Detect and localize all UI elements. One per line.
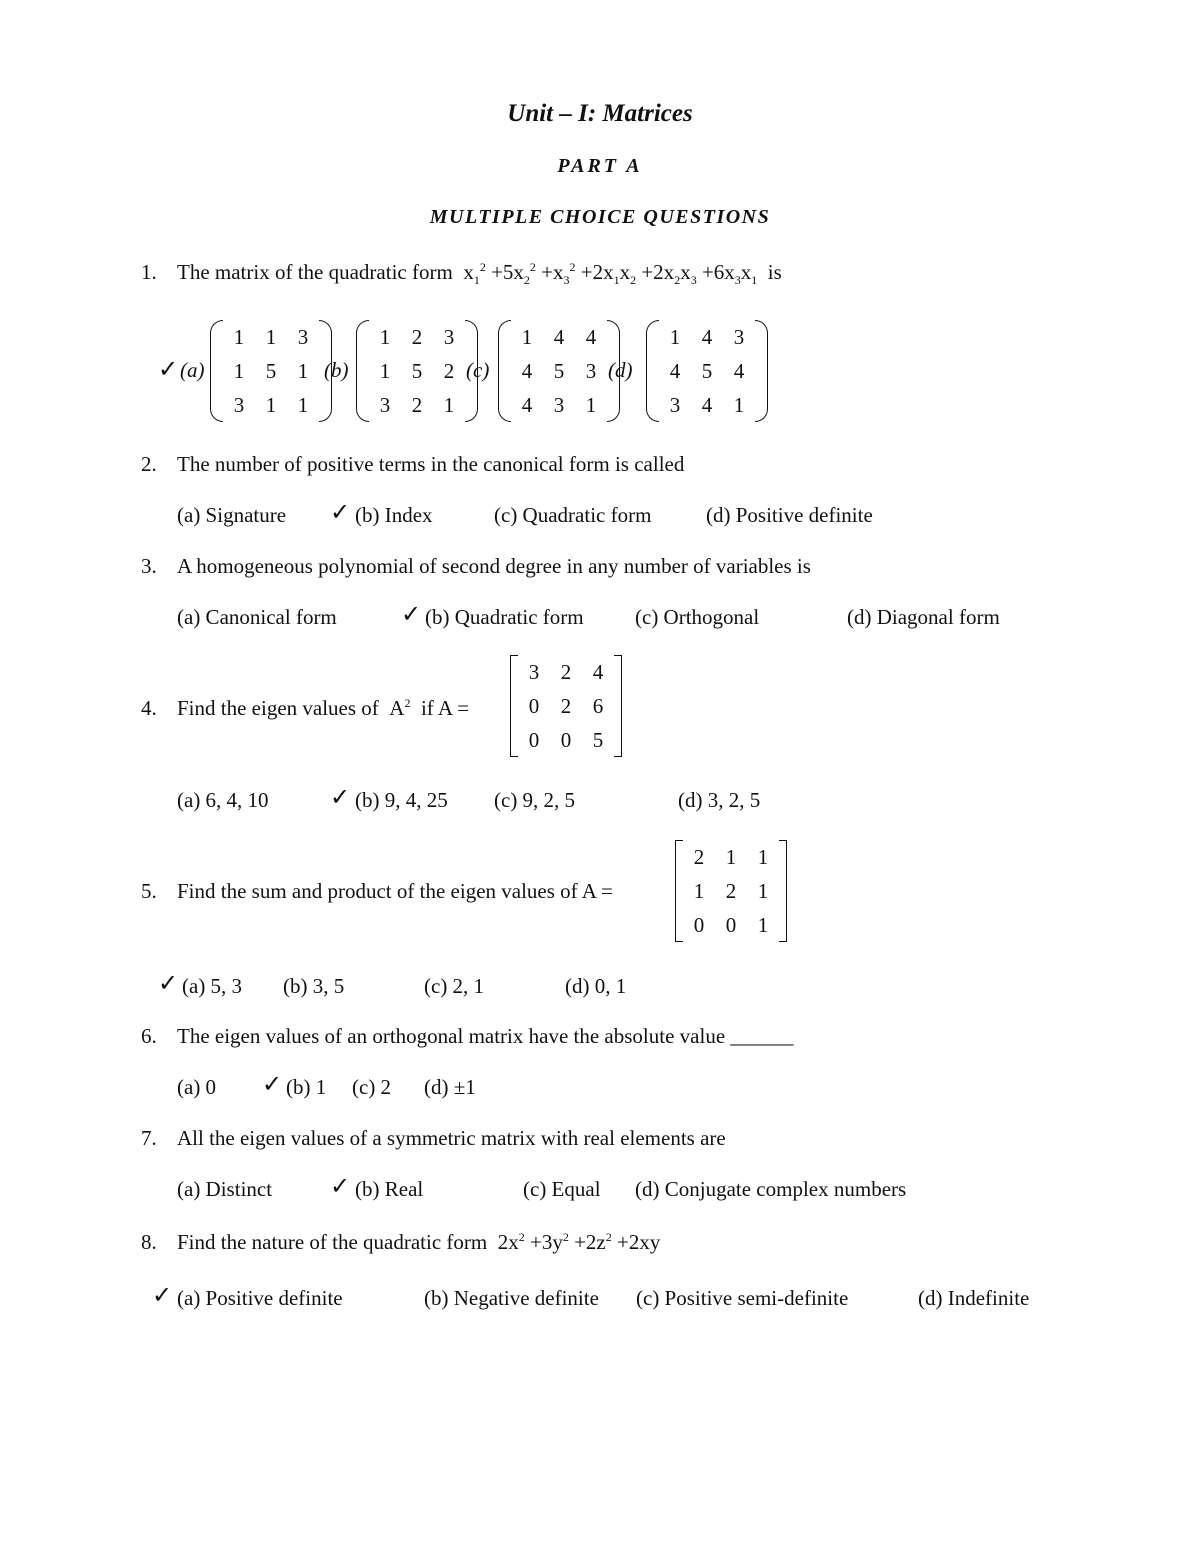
option-c: (c) 2 <box>352 1075 392 1099</box>
question-text: The matrix of the quadratic form <box>177 260 453 284</box>
matrix-a <box>675 840 787 942</box>
check-mark-icon: ✓ <box>330 500 351 526</box>
option-a: (a) 5, 3 <box>182 974 243 998</box>
section-heading: MULTIPLE CHOICE QUESTIONS <box>429 206 771 228</box>
question-text: A homogeneous polynomial of second degree in any number of variables is <box>177 554 811 578</box>
check-mark-icon: ✓ <box>152 1283 173 1309</box>
check-mark-icon: ✓ <box>330 1174 351 1200</box>
matrix-option-b <box>356 320 478 422</box>
question-text: Find the sum and product of the eigen values of A = <box>177 879 613 903</box>
matrix-grid: 3 2 4 0 2 6 0 0 5 <box>528 659 604 752</box>
question-tail: is <box>767 260 782 284</box>
question-number: 1. <box>141 260 157 284</box>
quadratic-form-expression: $x_1^2 +5x_2^2 +x_3^2 +2x_1x_2 +2x_2x_3 +6x_3x_1$ <box>458 260 758 288</box>
question-number: 7. <box>141 1126 157 1150</box>
question-4 <box>177 696 469 721</box>
check-mark-icon: ✓ <box>330 785 351 811</box>
matrix-grid: 1 2 3 1 5 2 3 2 1 <box>379 324 455 417</box>
question-1 <box>177 260 782 288</box>
option-a: (a) Distinct <box>177 1177 273 1201</box>
option-c: (c) Quadratic form <box>494 503 652 527</box>
check-mark-icon: ✓ <box>401 602 422 628</box>
question-mid: if A = <box>420 696 469 720</box>
question-text: The eigen values of an orthogonal matrix have the absolute value ______ <box>177 1024 794 1048</box>
matrix-grid: 1 4 3 4 5 4 3 4 1 <box>669 324 745 417</box>
question-text: All the eigen values of a symmetric matrix with real elements are <box>177 1126 726 1150</box>
question-number: 3. <box>141 554 157 578</box>
question-number: 8. <box>141 1230 157 1254</box>
question-text: Find the nature of the quadratic form <box>177 1230 488 1254</box>
question-text: Find the eigen values of <box>177 696 379 720</box>
option-d: (d) Diagonal form <box>847 605 1000 629</box>
matrix-power-expression: $A^2$ <box>384 696 411 720</box>
quadratic-form-expression: $2x^2 +3y^2 +2z^2 +2xy$ <box>492 1230 661 1254</box>
option-b: (b) 3, 5 <box>283 974 345 998</box>
part-heading: PART A <box>557 155 643 177</box>
matrix-option-c <box>498 320 620 422</box>
option-d: (d) 0, 1 <box>565 974 627 998</box>
option-c: (c) Equal <box>523 1177 601 1201</box>
option-b: (b) Quadratic form <box>425 605 584 629</box>
option-d: (d) Conjugate complex numbers <box>635 1177 907 1201</box>
question-number: 4. <box>141 696 157 720</box>
option-a: (a) 6, 4, 10 <box>177 788 269 812</box>
option-b: (b) Negative definite <box>424 1286 599 1310</box>
option-c: (c) Positive semi-definite <box>636 1286 849 1310</box>
check-mark-icon: ✓ <box>158 971 179 997</box>
option-a: (a) Positive definite <box>177 1286 343 1310</box>
question-number: 6. <box>141 1024 157 1048</box>
option-label-d: (d) <box>608 358 633 382</box>
option-b: (b) 9, 4, 25 <box>355 788 448 812</box>
option-a: (a) Signature <box>177 503 287 527</box>
matrix-option-d <box>646 320 768 422</box>
option-d: (d) 3, 2, 5 <box>678 788 761 812</box>
page-title: Unit – I: Matrices <box>507 100 693 127</box>
option-c: (c) Orthogonal <box>635 605 760 629</box>
matrix-grid: 2 1 1 1 2 1 0 0 1 <box>693 844 769 937</box>
question-8 <box>177 1230 660 1255</box>
option-d: (d) Positive definite <box>706 503 873 527</box>
option-a: (a) Canonical form <box>177 605 337 629</box>
matrix-grid: 1 1 3 1 5 1 3 1 1 <box>233 324 309 417</box>
option-label-c: (c) <box>466 358 490 382</box>
matrix-option-a <box>210 320 332 422</box>
option-a: (a) 0 <box>177 1075 217 1099</box>
question-text: The number of positive terms in the canonical form is called <box>177 452 685 476</box>
option-c: (c) 9, 2, 5 <box>494 788 576 812</box>
option-label-a: (a) <box>180 358 205 382</box>
check-mark-icon: ✓ <box>262 1072 283 1098</box>
question-number: 5. <box>141 879 157 903</box>
matrix-a <box>510 655 622 757</box>
check-mark-icon: ✓ <box>158 357 179 383</box>
option-label-b: (b) <box>324 358 349 382</box>
option-b: (b) Index <box>355 503 433 527</box>
option-b: (b) Real <box>355 1177 424 1201</box>
option-d: (d) Indefinite <box>918 1286 1030 1310</box>
matrix-grid: 1 4 4 4 5 3 4 3 1 <box>521 324 597 417</box>
option-c: (c) 2, 1 <box>424 974 485 998</box>
question-number: 2. <box>141 452 157 476</box>
option-b: (b) 1 <box>286 1075 327 1099</box>
option-d: (d) ±1 <box>424 1075 476 1099</box>
